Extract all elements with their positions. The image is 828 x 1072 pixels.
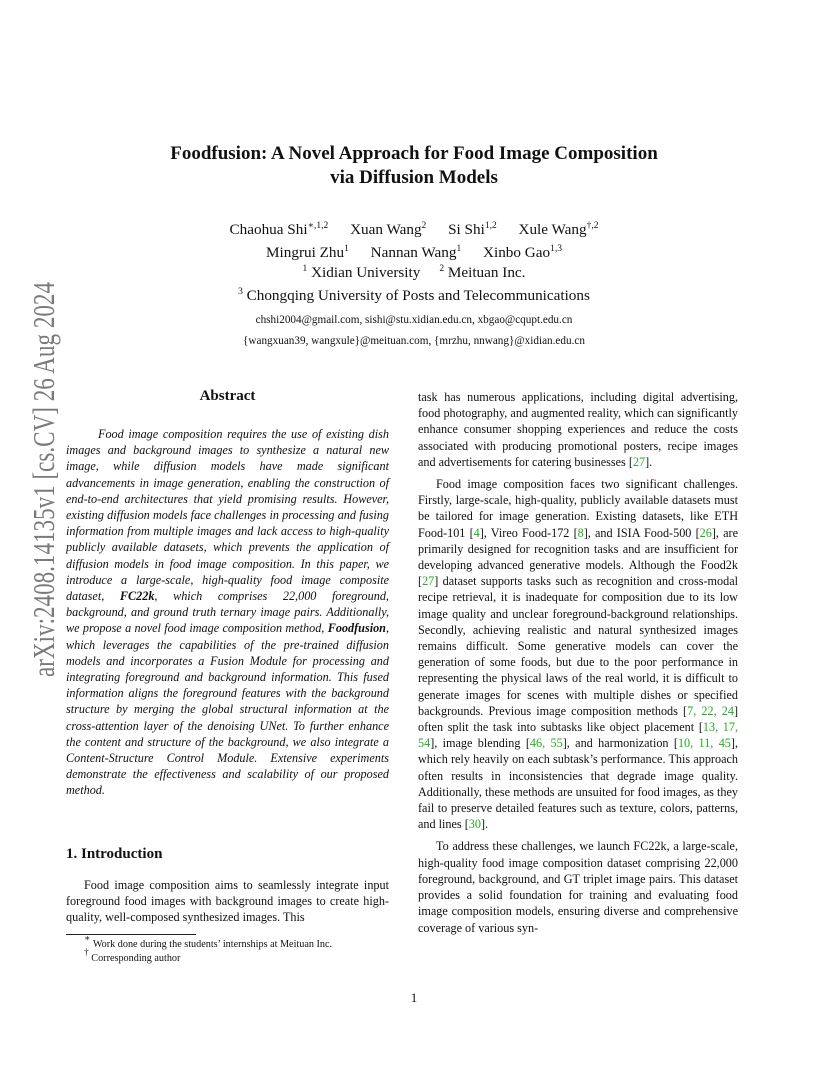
email-line-1: chshi2004@gmail.com, sishi@stu.xidian.edu.cn, xbgao@cqupt.edu.cn bbox=[255, 314, 573, 326]
affiliation-line-2: $^3$ Chongqing University of Posts and Telecommunications bbox=[238, 287, 590, 304]
citation-link[interactable]: 7, 22, 24 bbox=[687, 703, 734, 718]
abstract-body: Food image composition requires the use of existing dish images and background images to synthesize a natural new image, while diffusion models have made significant advancements in image generation, enabling the construction of end-to-end architectures that yield promising results. However, existing diffusion models face challenges in processing and fusing information from multiple images and lack access to high-quality publicly available datasets, which prevents the application of diffusion models in food image composition. In this paper, we introduce a large-scale, high-quality food image composite dataset, FC22k, which comprises 22,000 foreground, background, and ground truth ternary image pairs. Additionally, we propose a novel food image composition method, Foodfusion, which leverages the capabilities of the pre-trained diffusion models and incorporates a Fusion Module for processing and integrating foreground and background information. This fused information aligns the foreground features with the background structure by merging the global structural information at the cross-attention layer of the denoising UNet. To further enhance the content and structure of the background, we also integrate a Content-Structure Control Module. Extensive experiments demonstrate the effectiveness and scalability of our proposed method. bbox=[66, 427, 389, 798]
author: Si Shi$^{1,2}$ bbox=[448, 221, 497, 238]
intro-left-text: Food image composition aims to seamlessly integrate input foreground food images with background images to create high-quality, well-composed synthesized images. This bbox=[66, 878, 389, 925]
paragraph: task has numerous applications, including digital advertising, food photography, and augmented reality, which can significantly enhance consumer shopping experiences and reduce the costs associated with producing promotional posters, recipe images and advertisements for catering businesses [27]. bbox=[418, 390, 738, 469]
title-line-2: via Diffusion Models bbox=[330, 167, 498, 188]
author-list bbox=[100, 218, 728, 264]
citation-link[interactable]: 30 bbox=[468, 817, 481, 832]
paragraph: Food image composition faces two significant challenges. Firstly, large-scale, high-quality, publicly available datasets must be tailored for image generation. Existing datasets, like ETH Food-101 [4], Vireo Food-172 [8], and ISIA Food-500 [26], are primarily designed for recognition tasks and are insufficient for developing advanced generative models. Although the Food2k [27] dataset supports tasks such as recognition and cross-modal recipe retrieval, it is inadequate for composition due to its low image quality and unclear foreground-background relationships. Secondly, achieving realistic and natural synthesized images remains difficult. Some generative models can cover the generation of some foods, but due to the poor performance in representing the physical laws of the real world, it is difficult to generate images for scenes with multiple dishes or specified backgrounds. Previous image composition methods [7, 22, 24] often split the task into subtasks like object placement [13, 17, 54], image blending [46, 55], and harmonization [10, 11, 45], which rely heavily on each subtask’s performance. This approach often results in inconsistencies that degrade image quality. Additionally, these methods are unsuited for food images, as they fail to preserve detailed features such as texture, colors, patterns, and lines [30]. bbox=[418, 477, 739, 832]
citation-link[interactable]: 8 bbox=[577, 525, 584, 540]
citation-link[interactable]: 46, 55 bbox=[529, 736, 563, 751]
author: Mingrui Zhu$^1$ bbox=[266, 244, 349, 261]
title-line-1: Foodfusion: A Novel Approach for Food Image Composition bbox=[170, 143, 658, 164]
citation-link[interactable]: 13, 17, 54 bbox=[418, 720, 739, 751]
paragraph: To address these challenges, we launch FC22k, a large-scale, high-quality food image composition dataset comprising 22,000 foreground, background, and GT triplet image pairs. This dataset provides a solid foundation for training and evaluating food image composition models, ensuring diverse and comprehensive coverage of various syn- bbox=[418, 839, 738, 935]
email-line-2: {wangxuan39, wangxule}@meituan.com, {mrzhu, nnwang}@xidian.edu.cn bbox=[243, 335, 585, 347]
author: Xuan Wang$^2$ bbox=[350, 221, 427, 238]
footnote-2: † Corresponding author bbox=[84, 948, 181, 964]
author: Chaohua Shi$^{∗,1,2}$ bbox=[229, 221, 329, 238]
author: Xinbo Gao$^{1,3}$ bbox=[483, 244, 562, 261]
citation-link[interactable]: 4 bbox=[473, 525, 480, 540]
author: Nannan Wang$^1$ bbox=[370, 244, 462, 261]
citation-link[interactable]: 10, 11, 45 bbox=[677, 736, 731, 751]
intro-heading: 1. Introduction bbox=[66, 846, 163, 862]
page-number: 1 bbox=[410, 990, 418, 1005]
paper-title bbox=[100, 142, 728, 190]
abstract-heading: Abstract bbox=[199, 388, 256, 404]
citation-link[interactable]: 26 bbox=[699, 525, 712, 540]
author: Xule Wang$^{\dagger,2}$ bbox=[518, 221, 599, 238]
affiliation-line-1: $^1$ Xidian University $^2$ Meituan Inc. bbox=[302, 264, 526, 281]
citation-link[interactable]: 27 bbox=[422, 574, 435, 589]
citation-link[interactable]: 27 bbox=[632, 454, 646, 469]
arxiv-id: arXiv:2408.14135v1 [cs.CV] 26 Aug 2024 bbox=[26, 146, 61, 677]
arxiv-stamp bbox=[14, 146, 64, 677]
right-column-text bbox=[418, 389, 738, 936]
footnote-1: ∗ Work done during the students’ internships at Meituan Inc. bbox=[84, 934, 333, 950]
